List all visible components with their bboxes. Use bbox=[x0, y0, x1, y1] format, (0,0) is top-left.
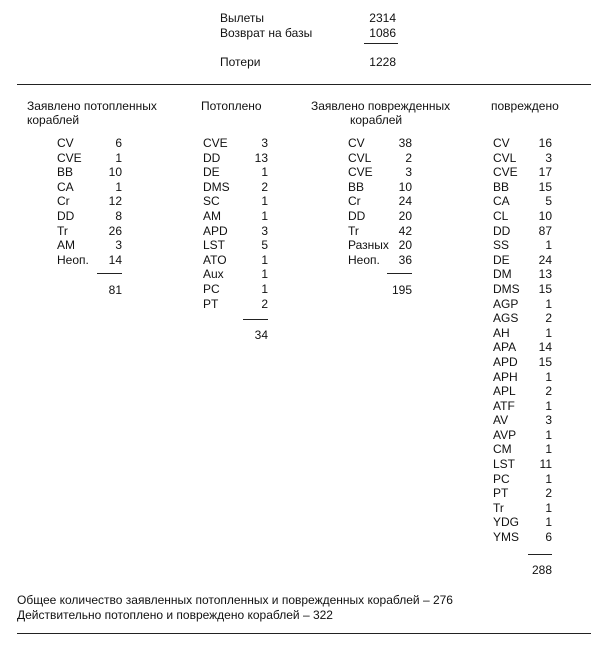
header-sunk bbox=[201, 99, 262, 113]
bottom-separator bbox=[17, 633, 591, 634]
ship-type: DMS bbox=[203, 179, 230, 194]
column-damaged bbox=[493, 136, 552, 545]
ship-count: 16 bbox=[538, 136, 552, 150]
losses-value: 1228 bbox=[369, 55, 396, 69]
ship-count: 20 bbox=[398, 238, 412, 253]
ship-type: Неоп. bbox=[57, 252, 89, 267]
ship-count: 38 bbox=[398, 136, 412, 150]
ship-count: 1 bbox=[261, 281, 268, 296]
table-row bbox=[493, 501, 552, 516]
table-row bbox=[493, 472, 552, 487]
ship-type: DD bbox=[203, 150, 221, 165]
table-row bbox=[493, 136, 552, 151]
table-row bbox=[493, 238, 552, 253]
table-row bbox=[348, 136, 412, 151]
table-row bbox=[493, 355, 552, 370]
top-separator bbox=[17, 84, 591, 85]
ship-type: APA bbox=[493, 340, 517, 355]
ship-type: Неоп. bbox=[348, 252, 380, 267]
ship-count: 2 bbox=[545, 311, 552, 326]
ship-type: CV bbox=[348, 136, 365, 150]
ship-type: YMS bbox=[493, 530, 520, 545]
ship-count: 5 bbox=[261, 238, 268, 253]
ship-type: CVL bbox=[493, 150, 517, 165]
table-row bbox=[348, 194, 412, 209]
table-row bbox=[493, 384, 552, 399]
table-row bbox=[57, 180, 122, 195]
ship-type: CVE bbox=[57, 150, 82, 165]
table-row bbox=[493, 151, 552, 166]
table-row bbox=[203, 180, 268, 195]
ship-type: PC bbox=[203, 281, 220, 296]
table-row bbox=[493, 326, 552, 341]
ship-count: 3 bbox=[261, 223, 268, 238]
sunk-total-rule bbox=[243, 319, 268, 320]
ship-type: CA bbox=[57, 179, 74, 194]
table-row bbox=[493, 370, 552, 385]
header-claimed-damaged-line1: Заявлено поврежденных bbox=[311, 99, 451, 113]
header-claimed-sunk-line2: кораблей bbox=[27, 113, 80, 127]
table-row bbox=[493, 399, 552, 414]
ship-type: CL bbox=[493, 208, 509, 223]
ship-count: 1 bbox=[261, 267, 268, 282]
ship-count: 2 bbox=[545, 384, 552, 399]
header-claimed-sunk bbox=[27, 99, 157, 127]
table-row bbox=[348, 151, 412, 166]
claimed-damaged-total: 195 bbox=[391, 283, 412, 297]
ship-type: SC bbox=[203, 194, 220, 209]
table-row bbox=[493, 224, 552, 239]
ship-type: APD bbox=[493, 354, 518, 369]
table-row bbox=[203, 151, 268, 166]
table-row bbox=[493, 165, 552, 180]
ship-type: APL bbox=[493, 384, 516, 399]
table-row bbox=[348, 224, 412, 239]
table-row bbox=[203, 194, 268, 209]
ship-type: Cr bbox=[57, 194, 70, 209]
ship-count: 14 bbox=[538, 340, 552, 355]
ship-type: Tr bbox=[57, 223, 68, 238]
table-row bbox=[348, 209, 412, 224]
ship-count: 1 bbox=[545, 442, 552, 457]
table-row bbox=[57, 209, 122, 224]
table-row bbox=[493, 530, 552, 545]
ship-type: BB bbox=[57, 165, 74, 180]
table-row bbox=[348, 253, 412, 268]
ship-type: AGS bbox=[493, 311, 519, 326]
table-row bbox=[493, 515, 552, 530]
ship-type: CVE bbox=[203, 136, 228, 150]
ship-count: 13 bbox=[538, 267, 552, 282]
ship-count: 1 bbox=[545, 515, 552, 530]
ship-count: 87 bbox=[538, 223, 552, 238]
ship-count: 2 bbox=[261, 296, 268, 311]
ship-type: Tr bbox=[348, 223, 359, 238]
ship-count: 1 bbox=[115, 150, 122, 165]
ship-type: CV bbox=[57, 136, 74, 150]
damaged-total: 288 bbox=[531, 563, 552, 577]
ship-count: 24 bbox=[398, 194, 412, 209]
ship-type: DD bbox=[348, 208, 366, 223]
ship-type: AGP bbox=[493, 296, 519, 311]
ship-count: 15 bbox=[538, 179, 552, 194]
ship-type: APH bbox=[493, 369, 518, 384]
returned-label: Возврат на базы bbox=[220, 26, 313, 40]
ship-count: 1 bbox=[545, 471, 552, 486]
ship-type: AH bbox=[493, 325, 510, 340]
ship-type: DE bbox=[203, 165, 220, 180]
claimed-total-line: Общее количество заявленных потопленных и поврежденных кораблей – 276 bbox=[17, 593, 453, 607]
table-row bbox=[57, 194, 122, 209]
header-claimed-damaged bbox=[311, 99, 450, 127]
ship-count: 1 bbox=[545, 325, 552, 340]
ship-count: 1 bbox=[545, 369, 552, 384]
header-damaged-line1: повреждено bbox=[491, 99, 559, 113]
ship-type: Tr bbox=[493, 500, 504, 515]
ship-type: AV bbox=[493, 413, 509, 428]
ship-count: 3 bbox=[405, 165, 412, 180]
ship-type: CVE bbox=[348, 165, 373, 180]
ship-count: 1 bbox=[545, 427, 552, 442]
summary-subtotal-rule bbox=[364, 43, 398, 44]
ship-count: 10 bbox=[108, 165, 122, 180]
sorties-label: Вылеты bbox=[220, 11, 265, 25]
ship-count: 20 bbox=[398, 208, 412, 223]
ship-type: CVL bbox=[348, 150, 372, 165]
ship-type: PC bbox=[493, 471, 510, 486]
table-row bbox=[57, 253, 122, 268]
table-row bbox=[57, 165, 122, 180]
ship-count: 1 bbox=[261, 194, 268, 209]
ship-count: 15 bbox=[538, 281, 552, 296]
table-row bbox=[57, 136, 122, 151]
table-row bbox=[493, 311, 552, 326]
table-row bbox=[493, 413, 552, 428]
table-row bbox=[493, 442, 552, 457]
ship-count: 26 bbox=[108, 223, 122, 238]
ship-type: Cr bbox=[348, 194, 361, 209]
ship-count: 3 bbox=[261, 136, 268, 150]
ship-type: AM bbox=[57, 238, 75, 253]
ship-type: AVP bbox=[493, 427, 517, 442]
table-row bbox=[493, 340, 552, 355]
ship-count: 15 bbox=[538, 354, 552, 369]
ship-count: 3 bbox=[115, 238, 122, 253]
ship-type: CV bbox=[493, 136, 510, 150]
ship-count: 12 bbox=[108, 194, 122, 209]
table-row bbox=[348, 180, 412, 195]
table-row bbox=[348, 165, 412, 180]
ship-count: 5 bbox=[545, 194, 552, 209]
ship-count: 10 bbox=[398, 179, 412, 194]
ship-count: 2 bbox=[261, 179, 268, 194]
ship-type: LST bbox=[493, 457, 516, 472]
ship-count: 11 bbox=[539, 457, 552, 472]
ship-type: APD bbox=[203, 223, 228, 238]
table-row bbox=[57, 238, 122, 253]
ship-count: 24 bbox=[538, 252, 552, 267]
ship-type: AM bbox=[203, 208, 221, 223]
table-row bbox=[493, 297, 552, 312]
losses-label: Потери bbox=[220, 55, 261, 69]
ship-type: ATF bbox=[493, 398, 515, 413]
ship-count: 1 bbox=[545, 296, 552, 311]
ship-count: 1 bbox=[115, 179, 122, 194]
column-sunk bbox=[203, 136, 268, 311]
ship-type: BB bbox=[348, 179, 365, 194]
ship-count: 42 bbox=[398, 223, 412, 238]
ship-type: CA bbox=[493, 194, 510, 209]
ship-type: SS bbox=[493, 238, 510, 253]
table-row bbox=[203, 282, 268, 297]
ship-count: 13 bbox=[254, 150, 268, 165]
table-row bbox=[203, 253, 268, 268]
ship-count: 10 bbox=[538, 208, 552, 223]
table-row bbox=[493, 180, 552, 195]
table-row bbox=[493, 457, 552, 472]
table-row bbox=[493, 486, 552, 501]
table-row bbox=[203, 297, 268, 312]
claimed-sunk-total-rule bbox=[97, 273, 122, 274]
header-sunk-line1: Потоплено bbox=[201, 99, 262, 113]
ship-count: 1 bbox=[261, 252, 268, 267]
header-claimed-sunk-line1: Заявлено потопленных bbox=[27, 99, 157, 113]
header-damaged bbox=[491, 99, 559, 113]
table-row bbox=[203, 209, 268, 224]
ship-count: 3 bbox=[545, 413, 552, 428]
header-claimed-damaged-line2: кораблей bbox=[350, 113, 403, 127]
table-row bbox=[203, 238, 268, 253]
ship-count: 1 bbox=[261, 165, 268, 180]
ship-type: Aux bbox=[203, 267, 224, 282]
column-claimed-damaged bbox=[348, 136, 412, 267]
returned-value: 1086 bbox=[369, 26, 396, 40]
ship-type: YDG bbox=[493, 515, 520, 530]
table-row bbox=[57, 151, 122, 166]
ship-type: CM bbox=[493, 442, 512, 457]
ship-count: 2 bbox=[405, 150, 412, 165]
ship-type: DD bbox=[57, 208, 75, 223]
actual-total-line: Действительно потоплено и повреждено кораблей – 322 bbox=[17, 608, 333, 622]
claimed-sunk-total: 81 bbox=[108, 283, 122, 297]
ship-count: 6 bbox=[115, 136, 122, 150]
ship-count: 1 bbox=[261, 208, 268, 223]
table-row bbox=[203, 136, 268, 151]
table-row bbox=[203, 224, 268, 239]
ship-type: ATO bbox=[203, 252, 227, 267]
sunk-total: 34 bbox=[254, 328, 268, 342]
ship-count: 2 bbox=[545, 486, 552, 501]
claimed-damaged-total-rule bbox=[387, 273, 412, 274]
table-row bbox=[203, 165, 268, 180]
ship-count: 17 bbox=[538, 165, 552, 180]
ship-type: DE bbox=[493, 252, 510, 267]
sorties-value: 2314 bbox=[369, 11, 396, 25]
table-row bbox=[348, 238, 412, 253]
damaged-total-rule bbox=[528, 554, 552, 555]
table-row bbox=[493, 267, 552, 282]
table-row bbox=[493, 209, 552, 224]
ship-count: 14 bbox=[108, 252, 122, 267]
table-row bbox=[493, 282, 552, 297]
table-row bbox=[493, 428, 552, 443]
ship-count: 1 bbox=[545, 398, 552, 413]
ship-count: 3 bbox=[545, 150, 552, 165]
ship-count: 1 bbox=[545, 500, 552, 515]
ship-count: 6 bbox=[545, 530, 552, 545]
ship-type: BB bbox=[493, 179, 510, 194]
ship-type: DMS bbox=[493, 281, 520, 296]
ship-type: LST bbox=[203, 238, 226, 253]
table-row bbox=[57, 224, 122, 239]
ship-type: DD bbox=[493, 223, 511, 238]
ship-count: 1 bbox=[545, 238, 552, 253]
table-row bbox=[203, 267, 268, 282]
ship-type: DM bbox=[493, 267, 512, 282]
ship-type: CVE bbox=[493, 165, 518, 180]
table-row bbox=[493, 194, 552, 209]
column-claimed-sunk bbox=[57, 136, 122, 267]
ship-type: PT bbox=[203, 296, 219, 311]
ship-count: 8 bbox=[115, 208, 122, 223]
ship-type: Разных bbox=[348, 238, 389, 253]
table-row bbox=[493, 253, 552, 268]
ship-count: 36 bbox=[398, 252, 412, 267]
ship-type: PT bbox=[493, 486, 509, 501]
